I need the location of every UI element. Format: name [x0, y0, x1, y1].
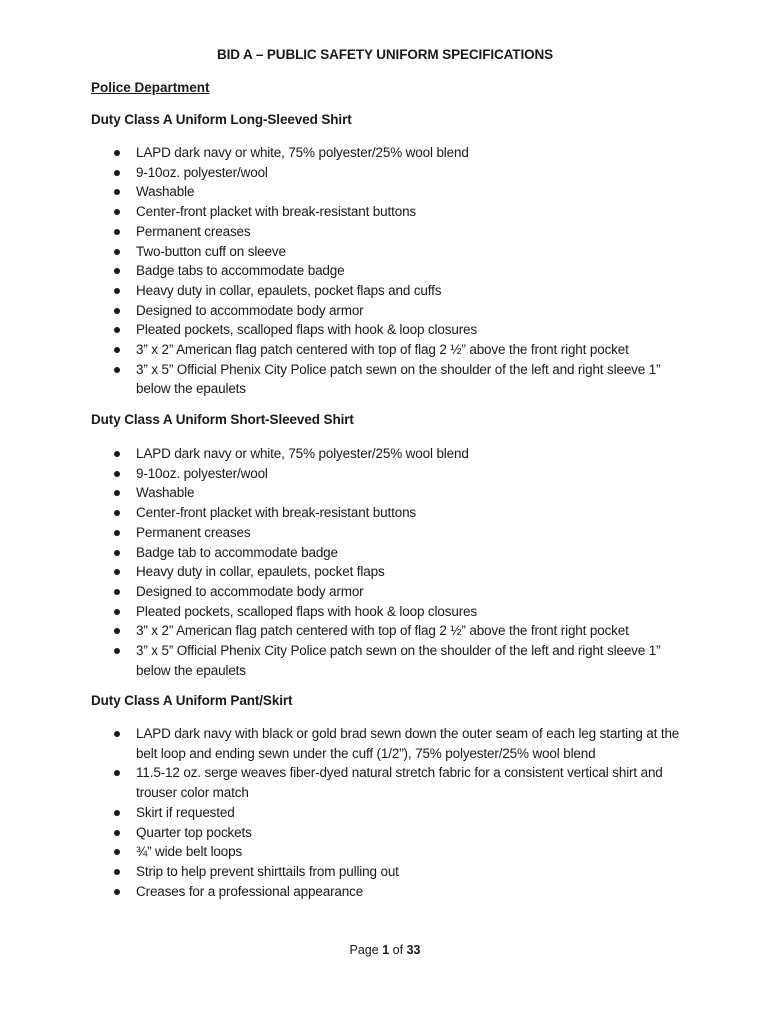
list-item: Designed to accommodate body armor: [0, 582, 770, 602]
list-item: 3” x 2” American flag patch centered with top of flag 2 ½” above the front right pocket: [0, 340, 770, 360]
page-label: Page: [349, 943, 379, 957]
list-item: Center-front placket with break-resistant buttons: [0, 202, 770, 222]
bullet-list-short-sleeved-shirt: [0, 444, 770, 680]
page-footer: [0, 943, 770, 957]
of-label: of: [392, 943, 404, 957]
bullet-list-pant-skirt: [0, 724, 770, 901]
list-item: 3” x 5” Official Phenix City Police patch sewn on the shoulder of the left and right sleeve 1” below the epaulets: [0, 641, 770, 680]
list-item: Creases for a professional appearance: [0, 882, 770, 902]
list-item: LAPD dark navy or white, 75% polyester/25% wool blend: [0, 444, 770, 464]
section-title-short-sleeved-shirt: Duty Class A Uniform Short-Sleeved Shirt: [91, 412, 354, 427]
list-item: Pleated pockets, scalloped flaps with hook & loop closures: [0, 320, 770, 340]
document-title: BID A – PUBLIC SAFETY UNIFORM SPECIFICATIONS: [216, 47, 554, 62]
list-item: 9-10oz. polyester/wool: [0, 464, 770, 484]
list-item: Washable: [0, 483, 770, 503]
list-item: Badge tab to accommodate badge: [0, 543, 770, 563]
list-item: Heavy duty in collar, epaulets, pocket flaps: [0, 562, 770, 582]
list-item: Quarter top pockets: [0, 823, 770, 843]
bullet-list-long-sleeved-shirt: [0, 143, 770, 399]
list-item: Two-button cuff on sleeve: [0, 242, 770, 262]
list-item: 9-10oz. polyester/wool: [0, 163, 770, 183]
list-item: ¾” wide belt loops: [0, 842, 770, 862]
section-title-long-sleeved-shirt: Duty Class A Uniform Long-Sleeved Shirt: [91, 112, 352, 127]
list-item: Pleated pockets, scalloped flaps with hook & loop closures: [0, 602, 770, 622]
list-item: 3” x 5” Official Phenix City Police patch sewn on the shoulder of the left and right sleeve 1” below the epaulets: [0, 360, 770, 399]
list-item: Designed to accommodate body armor: [0, 301, 770, 321]
list-item: Strip to help prevent shirttails from pulling out: [0, 862, 770, 882]
section-title-pant-skirt: Duty Class A Uniform Pant/Skirt: [91, 693, 293, 708]
list-item: Heavy duty in collar, epaulets, pocket flaps and cuffs: [0, 281, 770, 301]
list-item: LAPD dark navy with black or gold brad sewn down the outer seam of each leg starting at the belt loop and ending sewn under the cuff (1/2”), 75% polyester/25% wool blend: [0, 724, 770, 763]
list-item: 11.5-12 oz. serge weaves fiber-dyed natural stretch fabric for a consistent vertical shirt and trouser color match: [0, 763, 770, 802]
list-item: Skirt if requested: [0, 803, 770, 823]
list-item: Center-front placket with break-resistant buttons: [0, 503, 770, 523]
department-heading: Police Department: [91, 80, 210, 95]
list-item: Badge tabs to accommodate badge: [0, 261, 770, 281]
list-item: LAPD dark navy or white, 75% polyester/25% wool blend: [0, 143, 770, 163]
total-pages: 33: [406, 943, 421, 957]
page-number: 1: [382, 943, 390, 957]
list-item: 3” x 2” American flag patch centered with top of flag 2 ½” above the front right pocket: [0, 621, 770, 641]
list-item: Washable: [0, 182, 770, 202]
list-item: Permanent creases: [0, 222, 770, 242]
list-item: Permanent creases: [0, 523, 770, 543]
